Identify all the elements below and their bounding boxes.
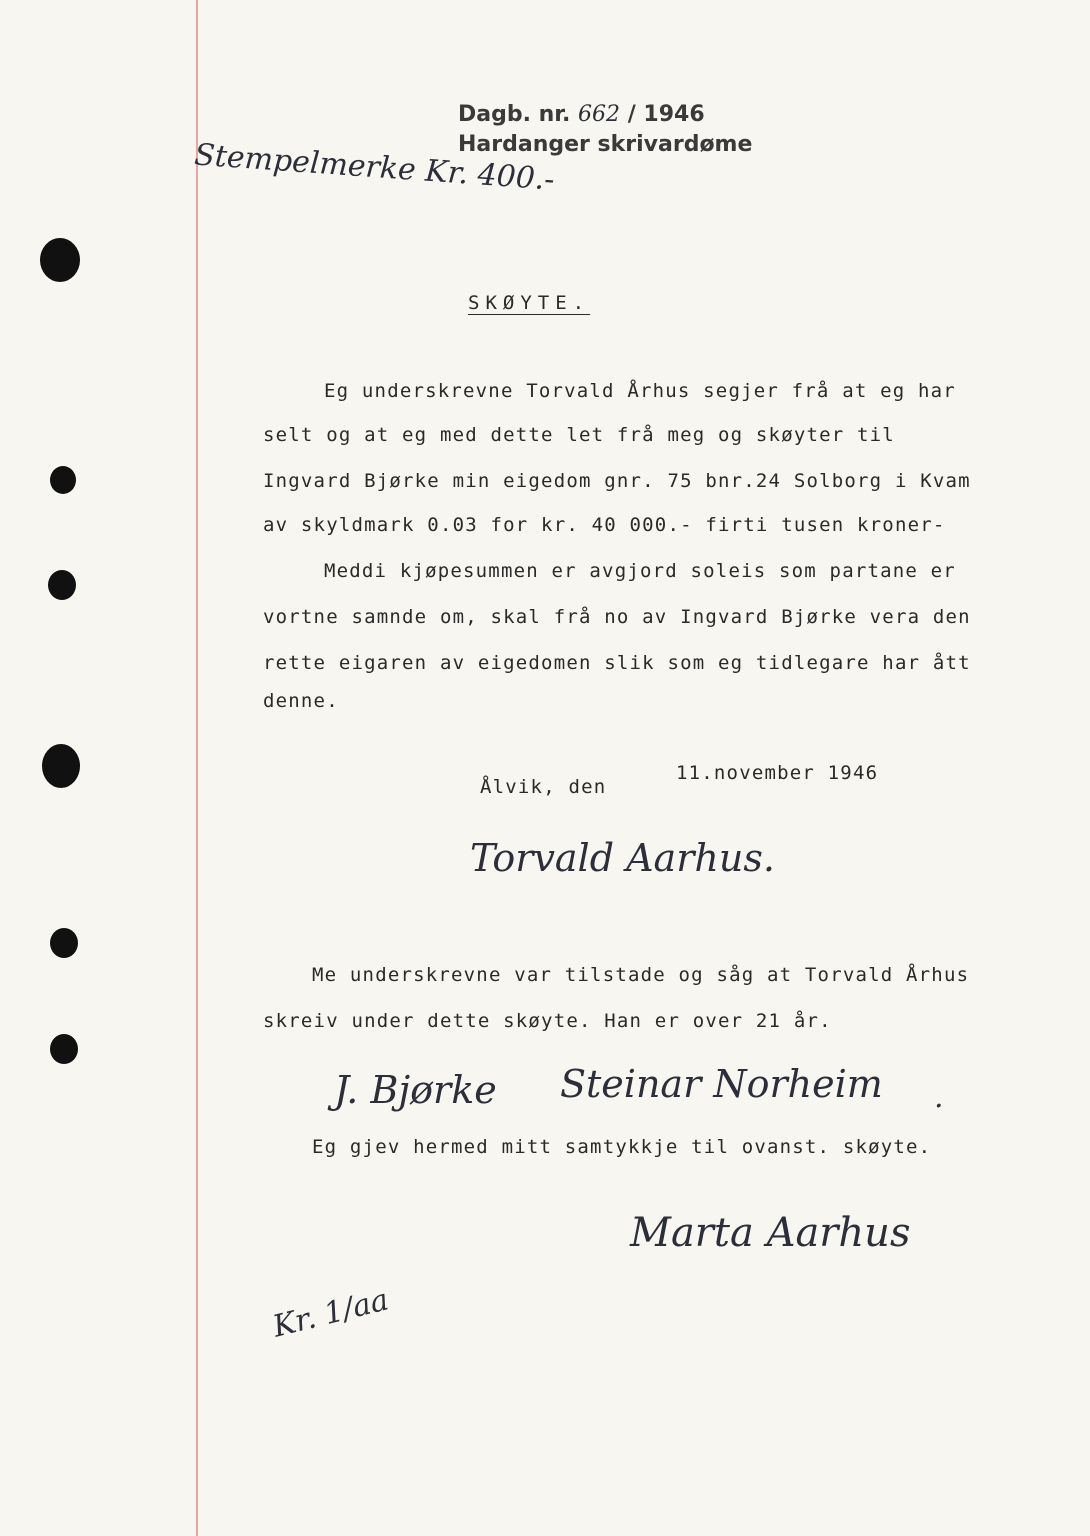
witness-text: Me underskrevne var tilstade og såg at Torvald Århus xyxy=(312,964,970,986)
consent-signature: Marta Aarhus xyxy=(630,1210,911,1256)
consent-text: Eg gjev hermed mitt samtykkje til ovanst. skøyte. xyxy=(312,1136,932,1158)
body-line: Eg underskrevne Torvald Århus segjer frå at eg har xyxy=(324,380,956,402)
punch-hole xyxy=(50,928,78,958)
punch-hole xyxy=(48,570,76,600)
body-line: Ingvard Bjørke min eigedom gnr. 75 bnr.24 Solborg i Kvam xyxy=(263,470,971,492)
handwritten-footnote: Kr. 1/aa xyxy=(269,1282,392,1345)
document-title: SKØYTE. xyxy=(468,292,591,314)
body-line: vortne samnde om, skal frå no av Ingvard Bjørke vera den xyxy=(263,606,971,628)
punch-hole xyxy=(50,1034,78,1064)
punch-hole xyxy=(50,466,76,494)
body-line: av skyldmark 0.03 for kr. 40 000.- firti tusen kroner- xyxy=(263,514,946,536)
punch-hole xyxy=(42,744,80,788)
body-line: selt og at eg med dette let frå meg og skøyter til xyxy=(263,424,895,446)
witness-text: skreiv under dette skøyte. Han er over 21 år. xyxy=(263,1010,832,1032)
stamp-number: 662 xyxy=(578,102,621,127)
registry-stamp-line2: Hardanger skrivardøme xyxy=(458,132,753,157)
punch-hole xyxy=(40,238,80,282)
signature-dot: . xyxy=(934,1080,944,1115)
margin-line xyxy=(196,0,198,1536)
seller-signature: Torvald Aarhus. xyxy=(470,836,775,880)
place: Ålvik, den xyxy=(480,776,607,798)
stamp-separator: / xyxy=(627,102,636,127)
registry-stamp-line1 xyxy=(458,102,705,127)
date: 11.november 1946 xyxy=(676,762,879,784)
body-line: rette eigaren av eigedomen slik som eg tidlegare har ått xyxy=(263,652,971,674)
handwritten-stamp-note: Stempelmerke Kr. 400.- xyxy=(193,137,556,198)
witness-signature: Steinar Norheim xyxy=(560,1062,883,1106)
body-line: denne. xyxy=(263,690,339,712)
stamp-prefix: Dagb. nr. xyxy=(458,102,571,127)
body-line: Meddi kjøpesummen er avgjord soleis som partane er xyxy=(324,560,956,582)
stamp-year: 1946 xyxy=(643,102,705,127)
witness-signature: J. Bjørke xyxy=(334,1068,497,1112)
